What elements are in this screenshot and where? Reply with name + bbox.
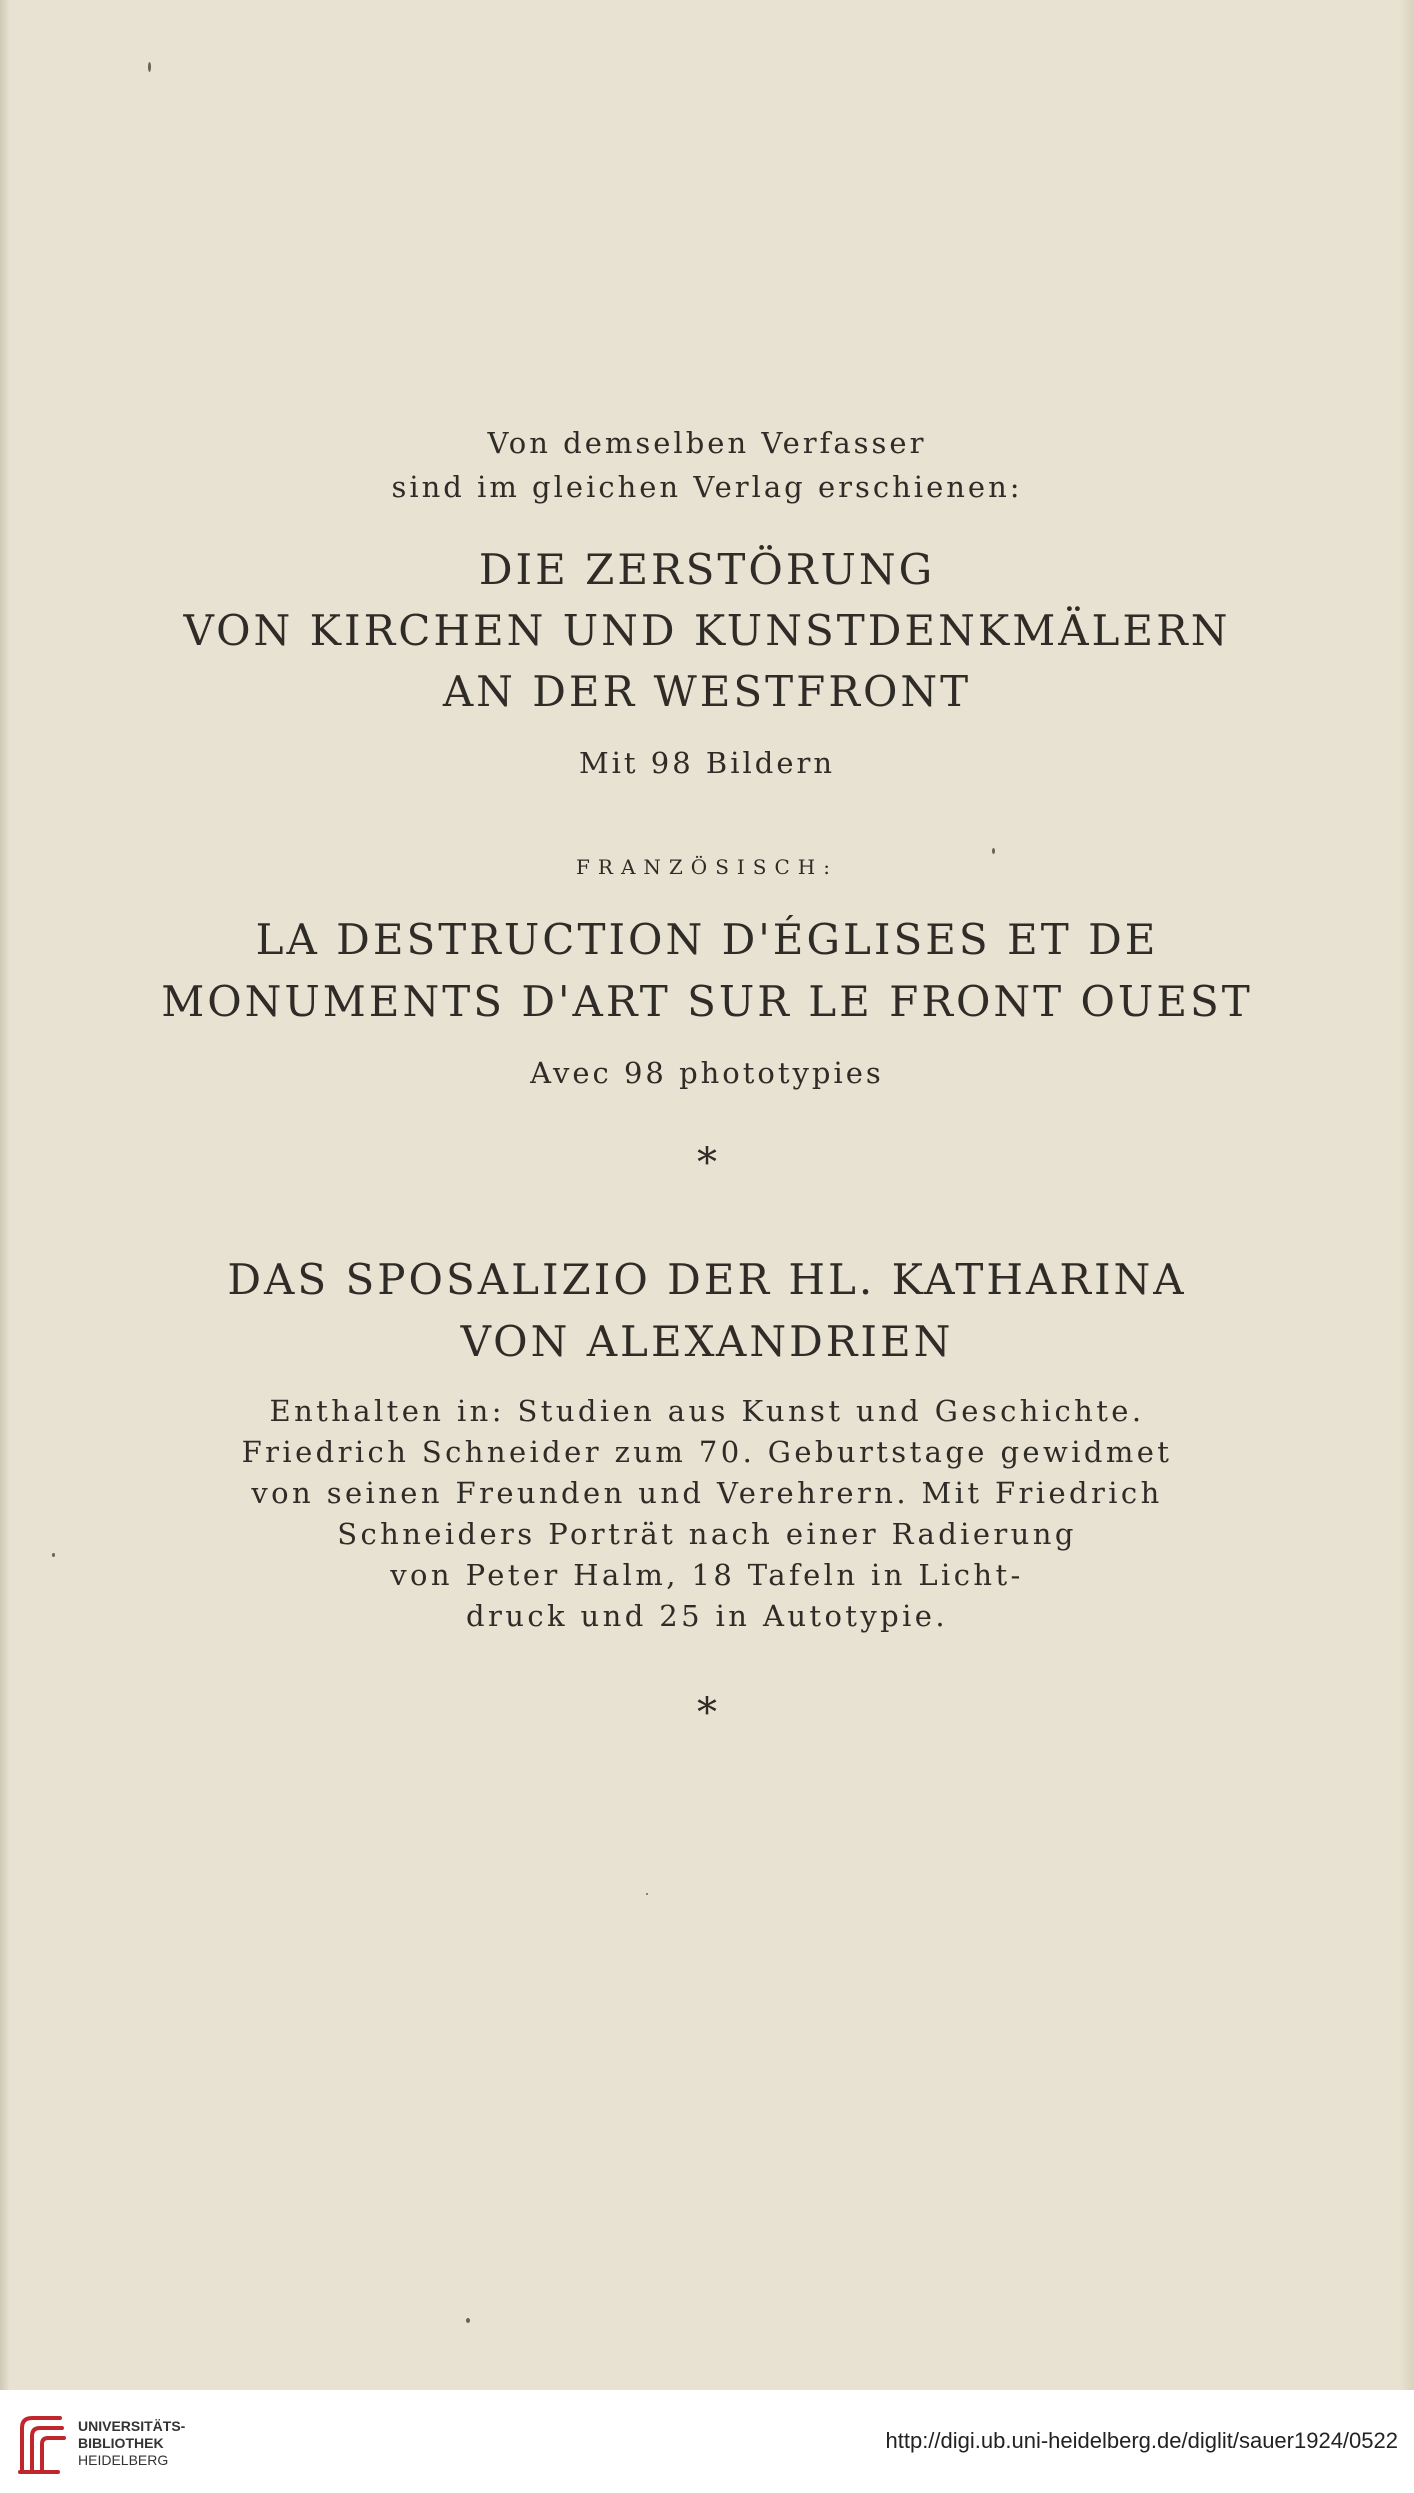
separator-star-1: * xyxy=(697,1140,717,1186)
book2-title-line-1: DAS SPOSALIZIO DER HL. KATHARINA xyxy=(227,1255,1187,1304)
book1-subtitle: Mit 98 Bildern xyxy=(578,746,836,780)
book1-fr-title-line-2: MONUMENTS D'ART SUR LE FRONT OUEST xyxy=(161,977,1253,1026)
library-logo-text xyxy=(78,2418,185,2469)
intro-line-1: Von demselben Verfasser xyxy=(487,426,927,460)
paper-speck xyxy=(148,62,151,72)
logo-line-2: BIBLIOTHEK xyxy=(78,2435,164,2451)
book1-title-line-3: AN DER WESTFRONT xyxy=(442,667,972,716)
book1-fr-subtitle: Avec 98 phototypies xyxy=(530,1056,884,1090)
book2-title-line-2: VON ALEXANDRIEN xyxy=(460,1317,954,1366)
book2-description-line-6: druck und 25 in Autotypie. xyxy=(466,1599,948,1633)
separator-star-2: * xyxy=(697,1690,717,1736)
paper-speck xyxy=(52,1553,55,1557)
book2-description-line-3: von seinen Freunden und Verehrern. Mit Friedrich xyxy=(251,1476,1163,1510)
book2-description-line-4: Schneiders Porträt nach einer Radierung xyxy=(337,1517,1077,1551)
book2-description-line-1: Enthalten in: Studien aus Kunst und Geschichte. xyxy=(269,1394,1145,1428)
paper-speck xyxy=(646,1893,648,1895)
logo-line-1: UNIVERSITÄTS- xyxy=(78,2418,186,2434)
paper-speck xyxy=(466,2318,470,2323)
logo-line-3: HEIDELBERG xyxy=(78,2452,169,2468)
book2-description-line-2: Friedrich Schneider zum 70. Geburtstage gewidmet xyxy=(241,1435,1173,1469)
footer-bar xyxy=(0,2390,1414,2493)
library-logo-icon xyxy=(12,2408,72,2480)
intro-line-2: sind im gleichen Verlag erschienen: xyxy=(391,470,1023,504)
permalink-url[interactable]: http://digi.ub.uni-heidelberg.de/diglit/sauer1924/0522 xyxy=(885,2428,1398,2453)
french-label: FRANZÖSISCH: xyxy=(576,855,838,879)
book2-description-line-5: von Peter Halm, 18 Tafeln in Licht- xyxy=(390,1558,1024,1592)
paper-speck xyxy=(992,848,995,854)
book1-title-line-1: DIE ZERSTÖRUNG xyxy=(478,545,936,594)
book1-title-line-2: VON KIRCHEN UND KUNSTDENKMÄLERN xyxy=(183,606,1231,655)
book1-fr-title-line-1: LA DESTRUCTION D'ÉGLISES ET DE xyxy=(255,915,1159,964)
